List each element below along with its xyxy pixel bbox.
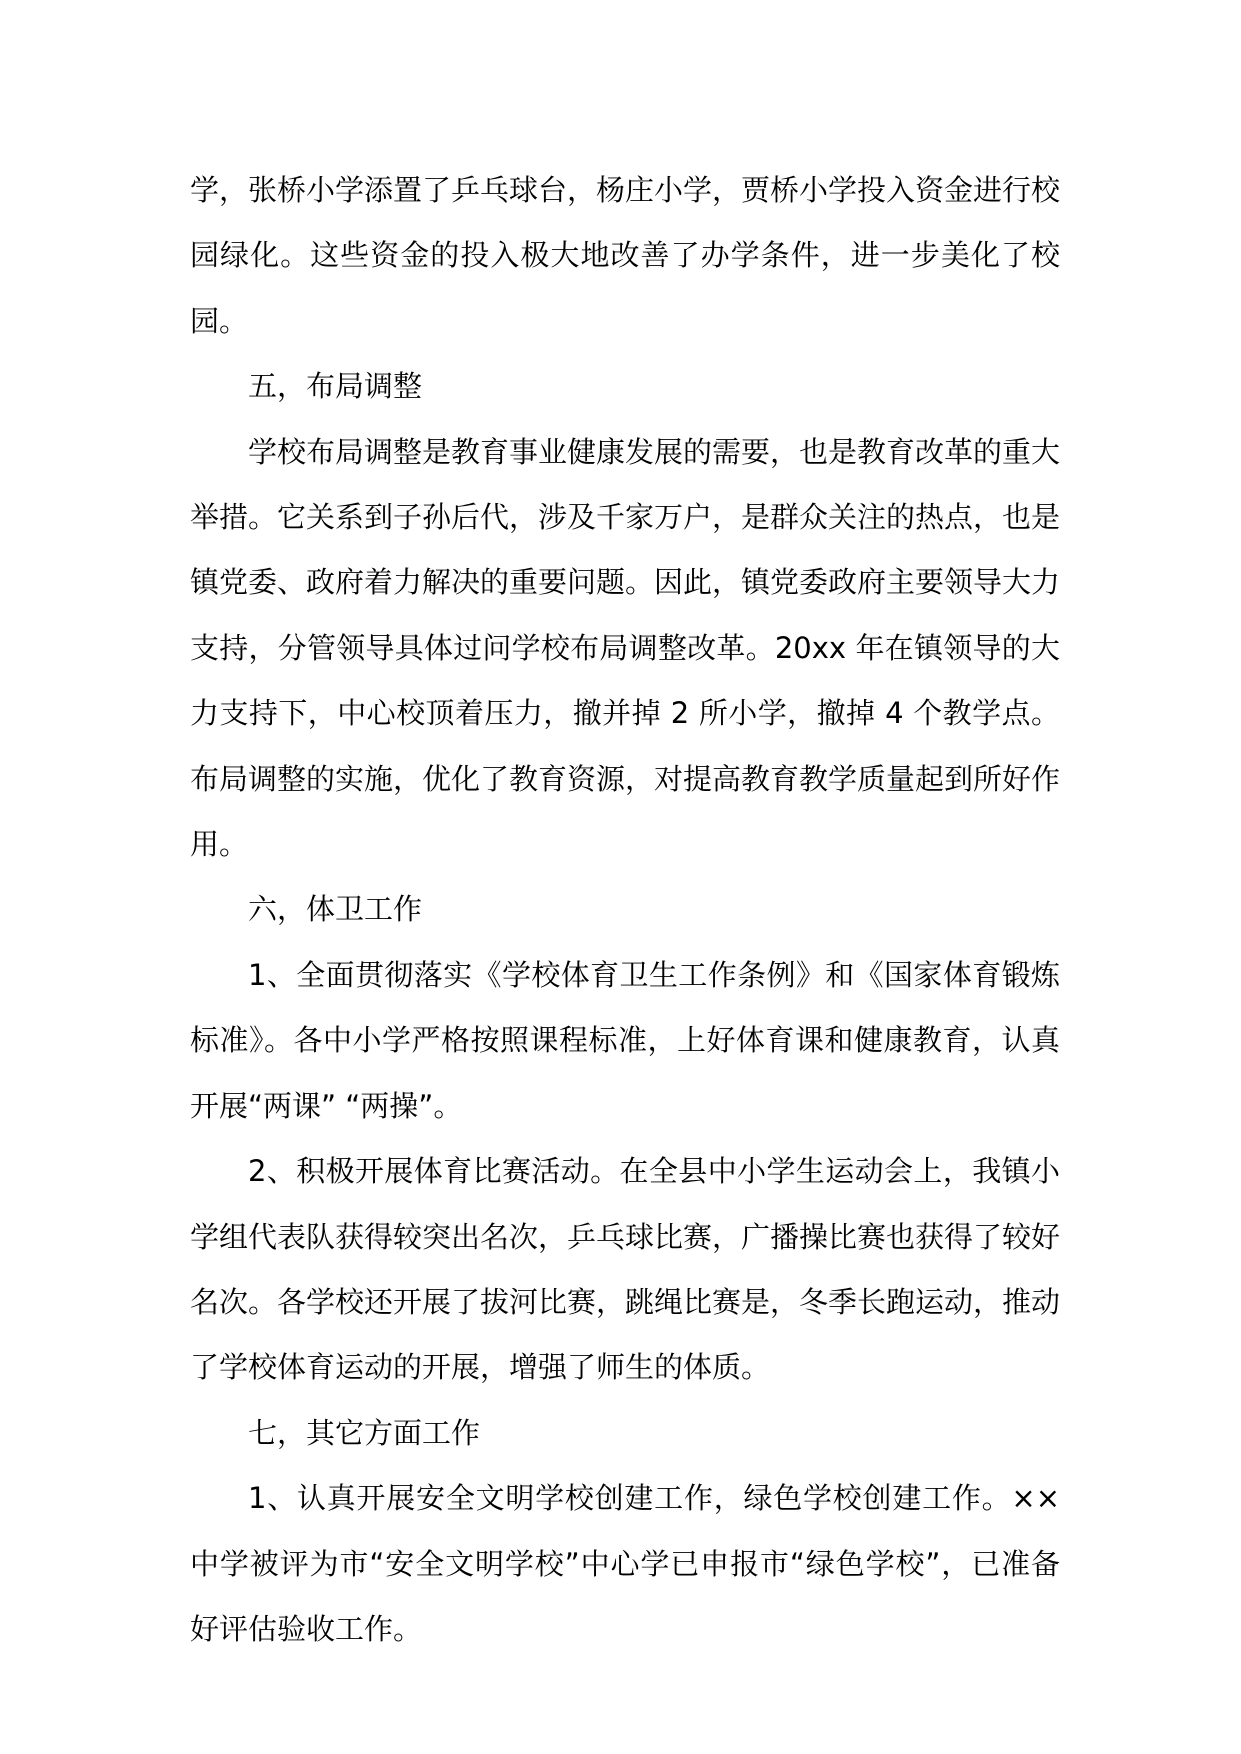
document-body	[190, 158, 1060, 1662]
paragraph-sports-health-1: 1、全面贯彻落实《学校体育卫生工作条例》和《国家体育锻炼标准》。各中小学严格按照课程标准，上好体育课和健康教育，认真开展“两课” “两操”。	[190, 957, 1060, 1123]
section-heading-5: 五，布局调整	[248, 369, 423, 404]
section-heading-6: 六，体卫工作	[248, 892, 423, 927]
paragraph-sports-health-2: 2、积极开展体育比赛活动。在全县中小学生运动会上，我镇小学组代表队获得较突出名次，乒乓球比赛，广播操比赛也获得了较好名次。各学校还开展了拔河比赛，跳绳比赛是，冬季长跑运动，推动了学校体育运动的开展，增强了师生的体质。	[190, 1154, 1061, 1385]
paragraph-layout-adjustment: 学校布局调整是教育事业健康发展的需要，也是教育改革的重大举措。它关系到子孙后代，涉及千家万户，是群众关注的热点，也是镇党委、政府着力解决的重要问题。因此，镇党委政府主要领导大力支持，分管领导具体过问学校布局调整改革。20xx 年在镇领导的大力支持下，中心校顶着压力，撤并掉 2 所小学，撤掉 4 个教学点。布局调整的实施，优化了教育资源，对提高教育教学质量起到所好作用。	[190, 434, 1061, 862]
section-heading-7: 七，其它方面工作	[248, 1415, 481, 1450]
paragraph-continuation: 学，张桥小学添置了乒乓球台，杨庄小学，贾桥小学投入资金进行校园绿化。这些资金的投入极大地改善了办学条件，进一步美化了校园。	[190, 173, 1061, 338]
paragraph-other-work-1: 1、认真开展安全文明学校创建工作，绿色学校创建工作。××中学被评为市“安全文明学校”中心学已申报市“绿色学校”，已准备好评估验收工作。	[190, 1481, 1060, 1646]
